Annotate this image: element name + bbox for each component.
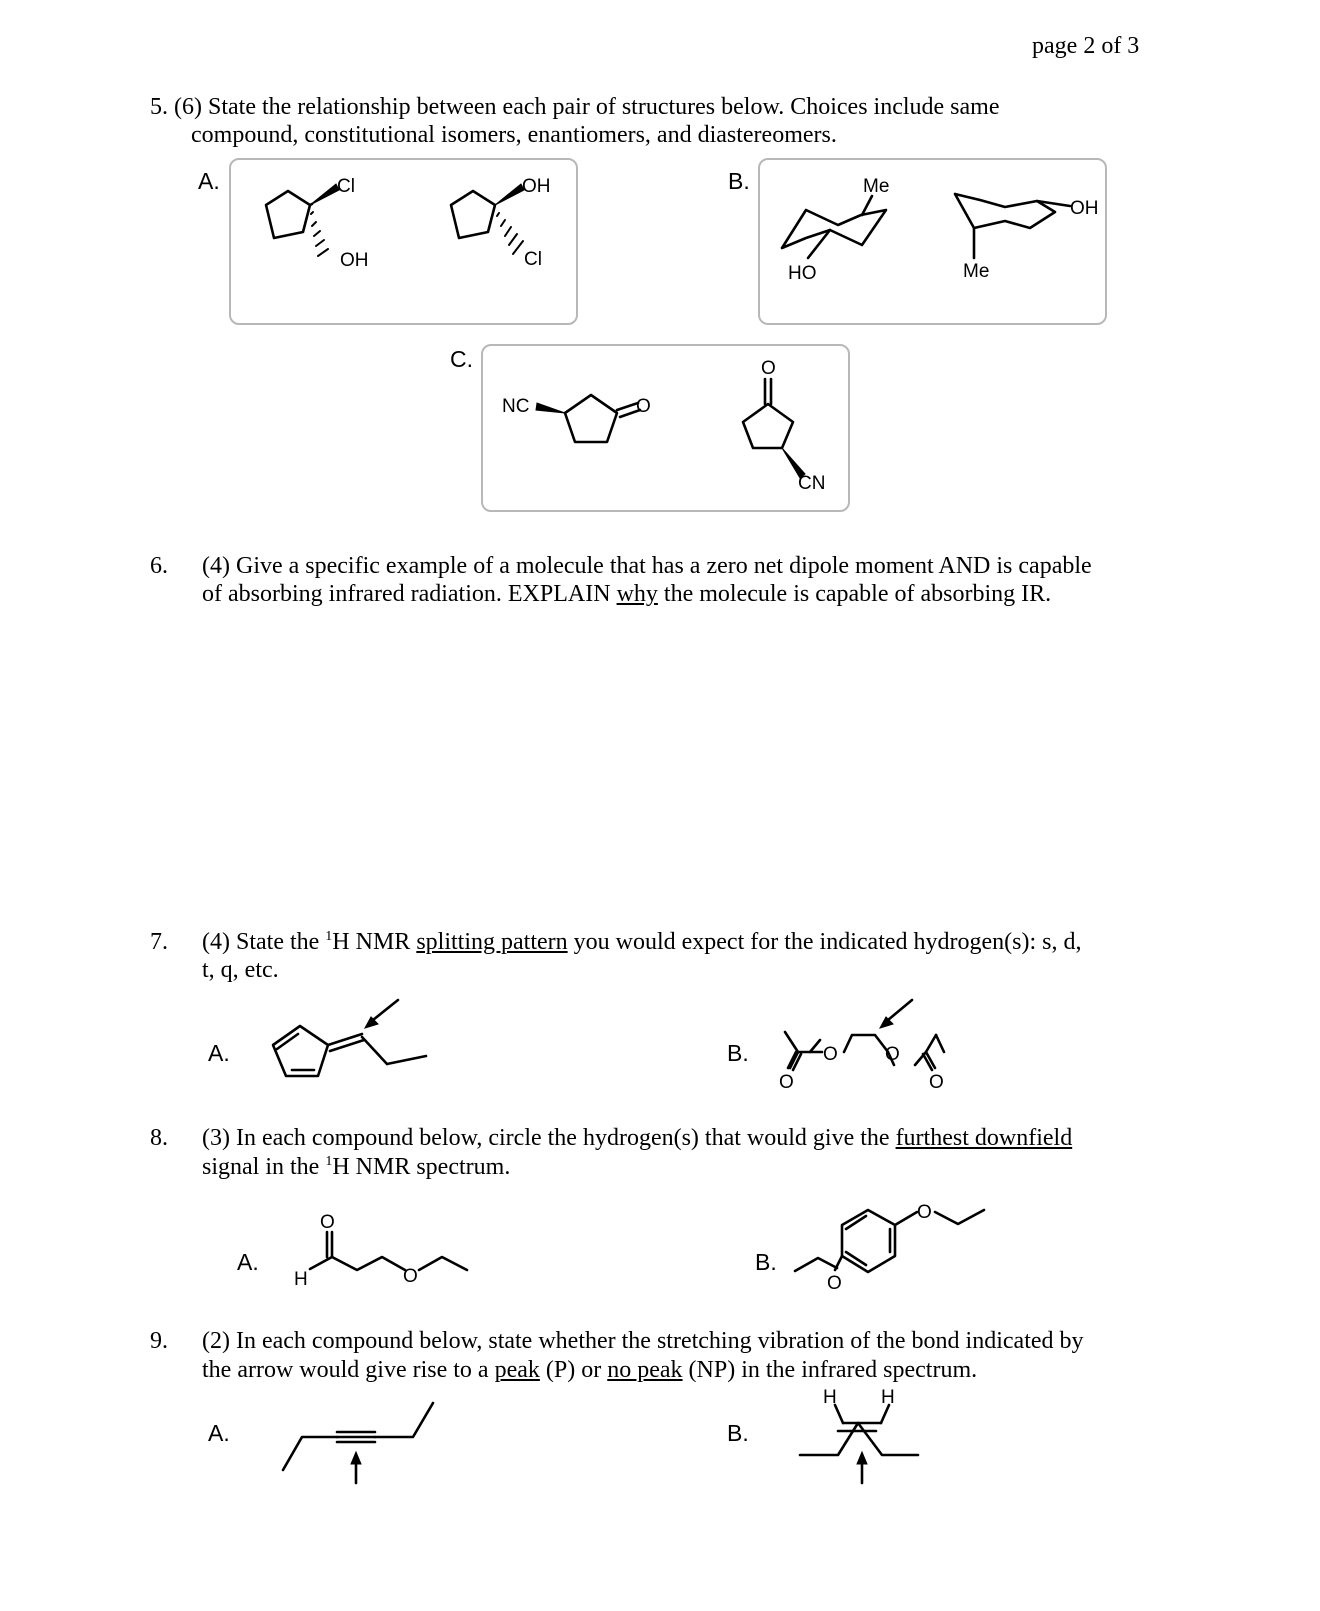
q7-line1-mid: H NMR — [332, 929, 417, 955]
q5a-molecule-1 — [266, 176, 369, 271]
q5b2-me: Me — [963, 261, 990, 282]
q9b-h1: H — [823, 1387, 837, 1408]
q9-number: 9. — [150, 1328, 168, 1354]
q5a-molecule-2 — [451, 176, 551, 270]
q5b1-me: Me — [863, 176, 890, 197]
q6-number: 6. — [150, 553, 168, 579]
q7b-o3: O — [885, 1044, 900, 1065]
q9-line1: (2) In each compound below, state whether the stretching vibration of the bond indicated by — [202, 1328, 1084, 1354]
q5-label-c: C. — [450, 346, 473, 372]
q8-line2-pre: signal in the — [202, 1154, 326, 1180]
q5a1-hash-bond — [311, 212, 328, 256]
q9-line2-pre: the arrow would give rise to a — [202, 1357, 495, 1383]
q8b-o1: O — [917, 1202, 932, 1223]
page-current: 2 — [1083, 33, 1096, 59]
q5c-molecule-2 — [743, 358, 825, 494]
q8-sup: 1 — [325, 1154, 333, 1169]
q5a1-cl: Cl — [337, 176, 355, 197]
q8-furthest-downfield: furthest downfield — [895, 1125, 1073, 1151]
q6-line1: (4) Give a specific example of a molecule that has a zero net dipole moment AND is capable — [202, 553, 1092, 579]
q8a-molecule — [294, 1212, 467, 1290]
q5c1-nc: NC — [502, 396, 530, 417]
q7-line2: t, q, etc. — [202, 957, 279, 983]
page-prefix: page — [1032, 33, 1078, 59]
q7b-o4: O — [929, 1072, 944, 1093]
q5c2-cn: CN — [798, 473, 826, 494]
q5b-molecule-2 — [955, 194, 1099, 282]
q9b-h2: H — [881, 1387, 895, 1408]
q9a-molecule — [283, 1403, 433, 1483]
q7-label-a: A. — [208, 1040, 230, 1066]
q9-label-a: A. — [208, 1420, 230, 1446]
page-total: of 3 — [1101, 33, 1140, 59]
q8-line2-post: H NMR spectrum. — [332, 1154, 511, 1180]
q7-line1-pre: (4) State the — [202, 929, 326, 955]
q6-line2-pre: of absorbing infrared radiation. EXPLAIN — [202, 581, 617, 607]
q7b-molecule — [779, 1000, 944, 1093]
q5-line2: compound, constitutional isomers, enantiomers, and diastereomers. — [191, 122, 837, 148]
q8-label-a: A. — [237, 1249, 259, 1275]
q8-number: 8. — [150, 1125, 168, 1151]
q8a-o1: O — [320, 1212, 335, 1233]
q5b-molecule-1 — [782, 176, 889, 284]
q8-line1-pre: (3) In each compound below, circle the hydrogen(s) that would give the — [202, 1125, 896, 1151]
q9-line2-mid: (P) or — [539, 1357, 608, 1383]
q7a-molecule — [273, 1000, 426, 1076]
q9-no-peak: no peak — [607, 1357, 683, 1383]
q7b-o1: O — [823, 1044, 838, 1065]
q8a-h: H — [294, 1269, 308, 1290]
q7-label-b: B. — [727, 1040, 749, 1066]
q9-peak: peak — [494, 1357, 540, 1383]
q6-line2-post: the molecule is capable of absorbing IR. — [657, 581, 1052, 607]
q6-line2 — [202, 580, 1051, 609]
q5c-molecule-1 — [502, 395, 651, 442]
q8-label-b: B. — [755, 1249, 777, 1275]
q5-label-a: A. — [198, 168, 220, 194]
q5a2-oh: OH — [522, 176, 551, 197]
q7-sup: 1 — [325, 929, 333, 944]
q5c2-o: O — [761, 358, 776, 379]
q7-line1 — [202, 928, 1082, 957]
q8-line2 — [202, 1153, 510, 1182]
q5b2-oh: OH — [1070, 198, 1099, 219]
q6-why: why — [616, 581, 658, 607]
q7-splitting-pattern: splitting pattern — [416, 929, 568, 955]
q9-label-b: B. — [727, 1420, 749, 1446]
q8a-o2: O — [403, 1266, 418, 1287]
q8-line1 — [202, 1124, 1072, 1153]
q5-line1: (6) State the relationship between each pair of structures below. Choices include same — [174, 94, 1000, 120]
q8b-o2: O — [827, 1273, 842, 1294]
q9-line2-post: (NP) in the infrared spectrum. — [682, 1357, 978, 1383]
q5b1-ho: HO — [788, 263, 817, 284]
q7b-o2: O — [779, 1072, 794, 1093]
q5c1-o: O — [636, 396, 651, 417]
q8b-molecule — [795, 1202, 984, 1294]
q5-label-b: B. — [728, 168, 750, 194]
q5-number: 5. — [150, 94, 168, 120]
q7-number: 7. — [150, 929, 168, 955]
q9-line2 — [202, 1356, 977, 1385]
q5a2-cl: Cl — [524, 249, 542, 270]
q7-line1-post: you would expect for the indicated hydrogen(s): s, d, — [567, 929, 1082, 955]
q9b-molecule — [800, 1387, 918, 1483]
q5a1-oh: OH — [340, 250, 369, 271]
